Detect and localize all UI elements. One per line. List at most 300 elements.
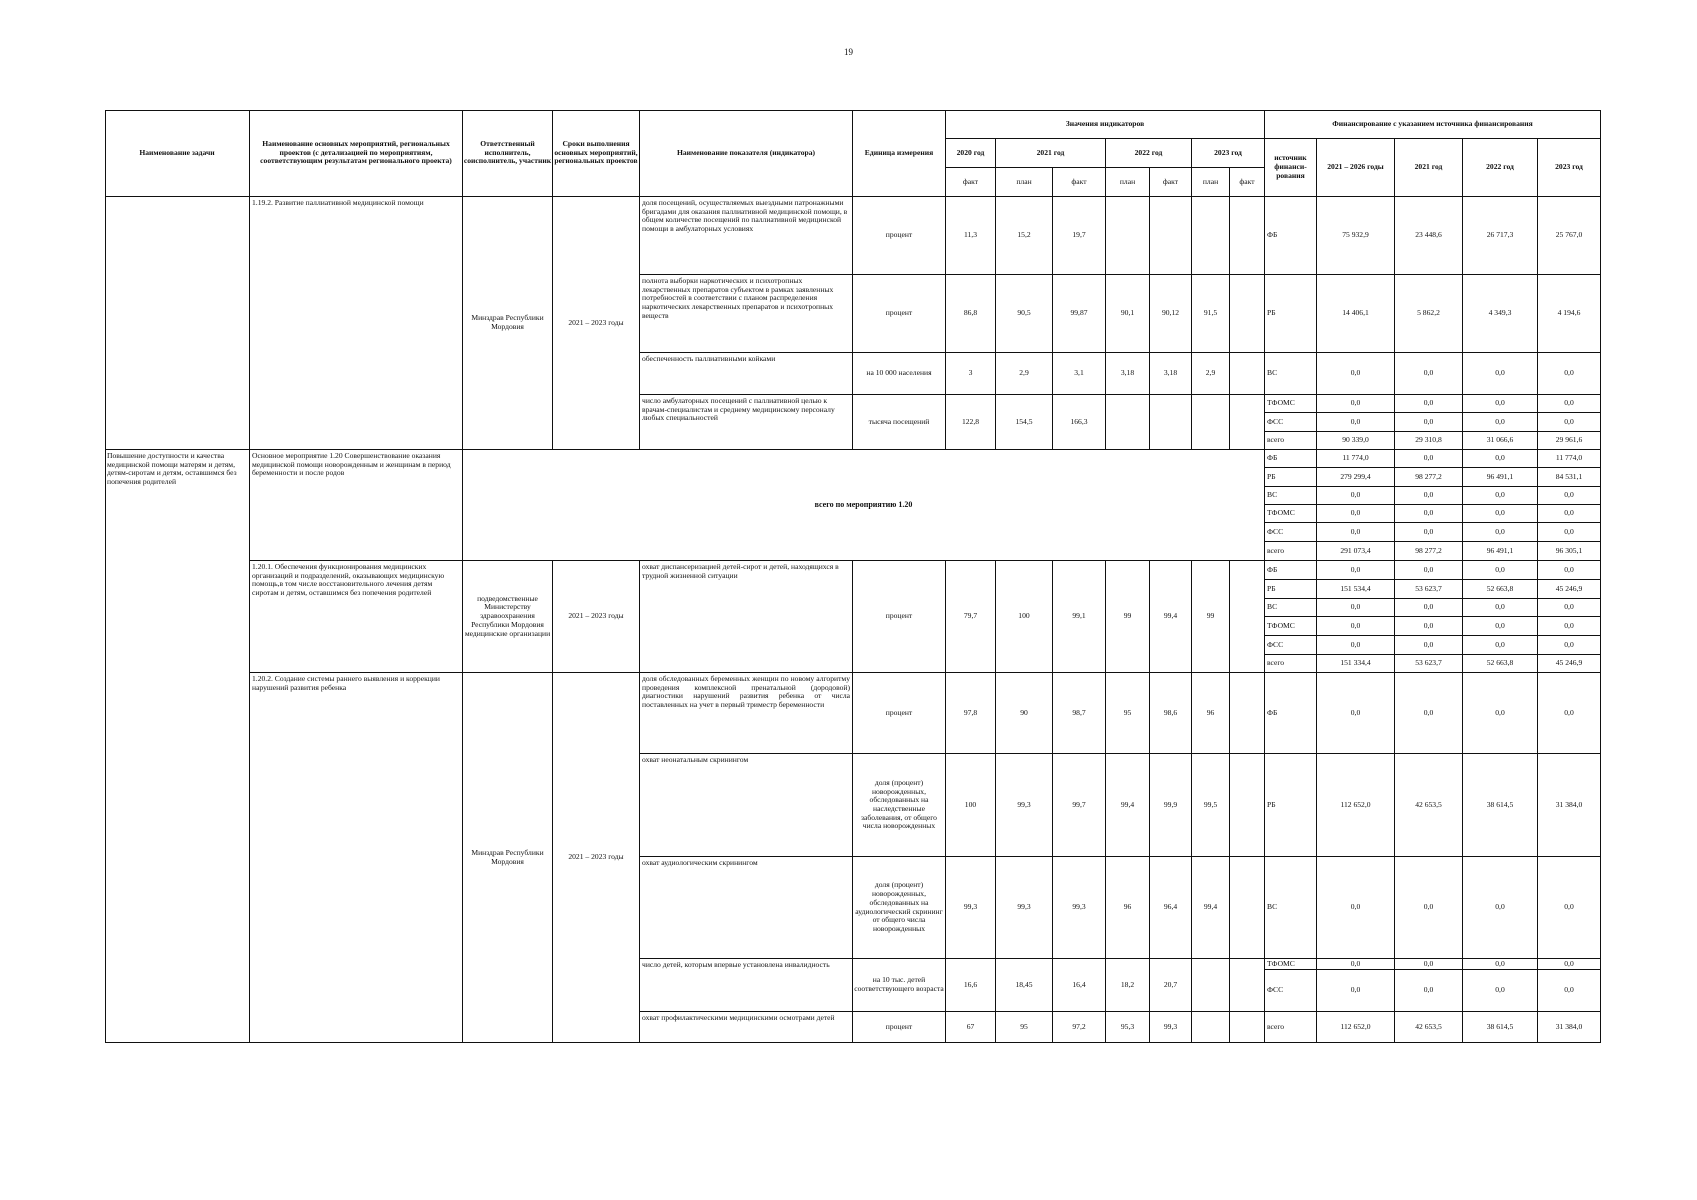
fin-2021 bbox=[1395, 636, 1463, 655]
cell-text: всего по мероприятию 1.20 bbox=[814, 500, 913, 510]
cell-text: факт bbox=[1071, 176, 1087, 186]
cell-text: 90 bbox=[1020, 707, 1028, 717]
indicator-value bbox=[1192, 754, 1230, 857]
fin-2022 bbox=[1463, 636, 1538, 655]
cell-text: 0,0 bbox=[1564, 639, 1574, 649]
cell-text: Минздрав Республики Мордовия bbox=[471, 847, 544, 866]
fin-2021 bbox=[1395, 432, 1463, 450]
fin-2022 bbox=[1463, 413, 1538, 432]
cell-text: 99 bbox=[1206, 611, 1215, 621]
cell-text: 95,3 bbox=[1120, 1021, 1135, 1031]
fin-2021 bbox=[1395, 970, 1463, 1012]
fin-2022 bbox=[1463, 1012, 1538, 1043]
header-fin-2021 bbox=[1395, 139, 1463, 197]
terms-1-19-2 bbox=[553, 197, 640, 450]
fin-total bbox=[1317, 970, 1395, 1012]
indicator-value bbox=[1106, 395, 1150, 450]
fin-source bbox=[1265, 487, 1317, 505]
indicator-value bbox=[946, 673, 996, 754]
fin-2021 bbox=[1395, 353, 1463, 395]
fin-2023 bbox=[1538, 655, 1601, 673]
cell-text: подведомственные Министерству здравоохранения Республики Мордовия медицинские организации bbox=[464, 593, 551, 638]
indicator-value bbox=[1192, 561, 1230, 673]
cell-text: 0,0 bbox=[1423, 639, 1434, 649]
cell-text: 3,18 bbox=[1163, 368, 1178, 378]
indicator-value bbox=[1192, 197, 1230, 275]
fin-2023 bbox=[1538, 673, 1601, 754]
cell-text: 122,8 bbox=[961, 416, 980, 426]
cell-text: 96 bbox=[1206, 707, 1215, 717]
activity-1-20-2 bbox=[250, 673, 463, 1043]
indicator-value bbox=[1053, 561, 1106, 673]
cell-text: ТФОМС bbox=[1267, 398, 1295, 408]
cell-text: РБ bbox=[1267, 799, 1276, 809]
cell-text: доля посещений, осуществляемых выездными патронажными бригадами для оказания паллиативной медицинской помощи, в общем количестве посещений по паллиативной медицинской помощи в амбулаторных условиях bbox=[642, 198, 848, 234]
cell-text: 19,7 bbox=[1072, 230, 1086, 240]
fin-total bbox=[1317, 395, 1395, 413]
cell-text: 0,0 bbox=[1564, 398, 1574, 408]
cell-text: 42 653,5 bbox=[1415, 1021, 1442, 1031]
header-2021 bbox=[996, 139, 1106, 168]
indicator-unit bbox=[853, 857, 946, 959]
indicator-value bbox=[1230, 1012, 1265, 1043]
fin-source bbox=[1265, 580, 1317, 599]
fin-2021 bbox=[1395, 599, 1463, 617]
fin-total bbox=[1317, 523, 1395, 542]
fin-2023 bbox=[1538, 468, 1601, 487]
fin-2021 bbox=[1395, 275, 1463, 353]
cell-text: охват профилактическими медицинскими осмотрами детей bbox=[642, 1013, 835, 1022]
cell-text: 112 652,0 bbox=[1340, 1021, 1371, 1031]
cell-text: план bbox=[1016, 176, 1032, 186]
fin-2021 bbox=[1395, 655, 1463, 673]
header-fact bbox=[946, 168, 996, 197]
cell-text: 99,7 bbox=[1072, 799, 1086, 809]
fin-total bbox=[1317, 413, 1395, 432]
cell-text: ТФОМС bbox=[1267, 620, 1295, 630]
cell-text: 52 663,8 bbox=[1486, 583, 1514, 593]
indicator-value bbox=[1192, 673, 1230, 754]
fin-source bbox=[1265, 542, 1317, 561]
fin-2023 bbox=[1538, 505, 1601, 523]
fin-2022 bbox=[1463, 353, 1538, 395]
cell-text: 11 774,0 bbox=[1555, 453, 1583, 463]
cell-text: 0,0 bbox=[1495, 368, 1505, 378]
fin-source bbox=[1265, 754, 1317, 857]
header-plan bbox=[1106, 168, 1150, 197]
cell-text: 95 bbox=[1020, 1021, 1028, 1031]
cell-text: 151 534,4 bbox=[1340, 583, 1371, 593]
cell-text: РБ bbox=[1267, 583, 1276, 593]
fin-2021 bbox=[1395, 754, 1463, 857]
indicator-value bbox=[1053, 353, 1106, 395]
fin-2021 bbox=[1395, 857, 1463, 959]
indicator-value bbox=[1192, 275, 1230, 353]
cell-text: 0,0 bbox=[1495, 959, 1505, 968]
fin-2023 bbox=[1538, 523, 1601, 542]
fin-source bbox=[1265, 857, 1317, 959]
cell-text: РБ bbox=[1267, 471, 1276, 481]
total-1-20 bbox=[463, 450, 1265, 561]
cell-text: на 10 000 населения bbox=[866, 368, 932, 378]
indicator-value bbox=[996, 275, 1053, 353]
cell-text: 3,18 bbox=[1120, 368, 1135, 378]
indicator-value bbox=[1106, 275, 1150, 353]
cell-text: полнота выборки наркотических и психотропных лекарственных препаратов субъектом в рамках заявленных потребностей в соответствии с планом распределения наркотических лекарственных препаратов и психотропных веществ bbox=[642, 276, 834, 320]
cell-text: 0,0 bbox=[1495, 526, 1505, 536]
cell-text: 86,8 bbox=[963, 308, 978, 318]
fin-source bbox=[1265, 636, 1317, 655]
cell-text: 38 614,5 bbox=[1486, 1021, 1514, 1031]
indicator-value bbox=[1150, 275, 1192, 353]
fin-2021 bbox=[1395, 673, 1463, 754]
fin-source bbox=[1265, 673, 1317, 754]
cell-text: 90,12 bbox=[1161, 308, 1180, 318]
cell-text: 0,0 bbox=[1495, 508, 1505, 518]
indicator-value bbox=[996, 857, 1053, 959]
fin-source bbox=[1265, 617, 1317, 636]
fin-2023 bbox=[1538, 970, 1601, 1012]
header-unit bbox=[853, 110, 946, 197]
cell-text: 0,0 bbox=[1495, 707, 1505, 717]
cell-text: 20,7 bbox=[1163, 979, 1178, 989]
table-bottom-rule bbox=[105, 1042, 1601, 1043]
fin-source bbox=[1265, 468, 1317, 487]
task-1-20 bbox=[105, 450, 250, 1043]
cell-text: 96 491,1 bbox=[1486, 471, 1514, 481]
cell-text: 0,0 bbox=[1423, 902, 1434, 912]
fin-total bbox=[1317, 197, 1395, 275]
cell-text: 0,0 bbox=[1350, 490, 1361, 500]
header-terms bbox=[553, 110, 640, 197]
header-plan bbox=[996, 168, 1053, 197]
cell-text: 0,0 bbox=[1495, 564, 1505, 574]
cell-text: всего bbox=[1267, 1021, 1285, 1031]
indicator-name bbox=[640, 673, 853, 754]
fin-source bbox=[1265, 413, 1317, 432]
cell-text: 0,0 bbox=[1495, 398, 1505, 408]
indicator-value bbox=[1230, 561, 1265, 673]
indicator-value bbox=[946, 561, 996, 673]
cell-text: 0,0 bbox=[1564, 526, 1574, 536]
fin-total bbox=[1317, 617, 1395, 636]
cell-text: 23 448,6 bbox=[1415, 230, 1442, 240]
cell-text: 96 305,1 bbox=[1555, 545, 1583, 555]
indicator-unit bbox=[853, 561, 946, 673]
indicator-value bbox=[1230, 959, 1265, 1012]
fin-total bbox=[1317, 542, 1395, 561]
indicator-value bbox=[946, 857, 996, 959]
indicator-value bbox=[1106, 754, 1150, 857]
indicator-value bbox=[996, 673, 1053, 754]
fin-2022 bbox=[1463, 754, 1538, 857]
cell-text: 0,0 bbox=[1495, 639, 1505, 649]
cell-text: 5 862,2 bbox=[1417, 308, 1440, 318]
indicator-unit bbox=[853, 1012, 946, 1043]
activity-1-19-2 bbox=[250, 197, 463, 450]
fin-source bbox=[1265, 523, 1317, 542]
cell-text: 99,3 bbox=[1017, 799, 1031, 809]
cell-text: всего bbox=[1267, 435, 1285, 445]
indicator-name bbox=[640, 857, 853, 959]
indicator-value bbox=[1106, 959, 1150, 1012]
cell-text: 79,7 bbox=[963, 611, 978, 621]
cell-text: 291 073,4 bbox=[1340, 545, 1371, 555]
fin-2023 bbox=[1538, 450, 1601, 468]
cell-text: 0,0 bbox=[1423, 620, 1434, 630]
fin-source bbox=[1265, 450, 1317, 468]
indicator-name bbox=[640, 353, 853, 395]
cell-text: 2021 – 2023 годы bbox=[568, 852, 624, 862]
header-indicator-values bbox=[946, 110, 1265, 139]
indicator-value bbox=[946, 754, 996, 857]
fin-2021 bbox=[1395, 468, 1463, 487]
cell-text: 0,0 bbox=[1495, 985, 1505, 995]
indicator-value bbox=[1150, 673, 1192, 754]
cell-text: 18,45 bbox=[1015, 979, 1033, 989]
fin-total bbox=[1317, 655, 1395, 673]
fin-2022 bbox=[1463, 523, 1538, 542]
fin-2023 bbox=[1538, 1012, 1601, 1043]
fin-source bbox=[1265, 970, 1317, 1012]
fin-source bbox=[1265, 197, 1317, 275]
indicator-value bbox=[1106, 353, 1150, 395]
cell-text: 0,0 bbox=[1564, 490, 1574, 500]
header-plan bbox=[1192, 168, 1230, 197]
header-fin-total bbox=[1317, 139, 1395, 197]
cell-text: 11,3 bbox=[963, 230, 977, 240]
cell-text: ФСС bbox=[1267, 526, 1284, 536]
header-task bbox=[105, 110, 250, 197]
cell-text: Наименование задачи bbox=[139, 147, 215, 157]
cell-text: 1.19.2. Развитие паллиативной медицинской помощи bbox=[252, 198, 424, 207]
indicator-value bbox=[1053, 197, 1106, 275]
fin-2021 bbox=[1395, 561, 1463, 580]
cell-text: 16,6 bbox=[963, 979, 978, 989]
cell-text: 0,0 bbox=[1564, 416, 1574, 426]
cell-text: 99,4 bbox=[1120, 799, 1135, 809]
cell-text: 53 623,7 bbox=[1415, 583, 1442, 593]
header-fact bbox=[1150, 168, 1192, 197]
cell-text: число амбулаторных посещений с паллиативной целью к врачам-специалистам и среднему медицинскому персоналу любых специальностей bbox=[642, 396, 835, 423]
cell-text: 1.20.2. Создание системы раннего выявления и коррекции нарушений развития ребенка bbox=[252, 674, 440, 692]
cell-text: 0,0 bbox=[1564, 368, 1574, 378]
fin-2022 bbox=[1463, 970, 1538, 1012]
cell-text: 0,0 bbox=[1423, 490, 1434, 500]
fin-total bbox=[1317, 857, 1395, 959]
fin-2022 bbox=[1463, 542, 1538, 561]
indicator-name bbox=[640, 395, 853, 450]
cell-text: 45 246,9 bbox=[1555, 658, 1583, 668]
cell-text: 279 299,4 bbox=[1340, 471, 1371, 481]
cell-text: на 10 тыс. детей соответствующего возраста bbox=[854, 975, 944, 993]
indicator-unit bbox=[853, 395, 946, 450]
cell-text: 1.20.1. Обеспечения функционирования медицинских организаций и подразделений, оказывающих медицинскую помощь,в том числе восстановительного лечения детям сиротам и детям, оставшимся без попечения родителей bbox=[252, 562, 445, 598]
fin-2022 bbox=[1463, 617, 1538, 636]
cell-text: план bbox=[1119, 176, 1136, 186]
cell-text: 2,9 bbox=[1019, 368, 1029, 378]
cell-text: 11 774,0 bbox=[1342, 453, 1369, 463]
indicator-value bbox=[946, 197, 996, 275]
indicator-value bbox=[1053, 673, 1106, 754]
fin-2023 bbox=[1538, 542, 1601, 561]
cell-text: ТФОМС bbox=[1267, 508, 1295, 518]
indicator-unit bbox=[853, 197, 946, 275]
cell-text: Основное мероприятие 1.20 Совершенствование оказания медицинской помощи новорожденным и женщинам в период беременности и после родов bbox=[252, 451, 451, 478]
cell-text: 99,87 bbox=[1070, 308, 1088, 318]
fin-2023 bbox=[1538, 857, 1601, 959]
fin-source bbox=[1265, 655, 1317, 673]
cell-text: 98,6 bbox=[1163, 707, 1178, 717]
cell-text: 31 066,6 bbox=[1486, 435, 1514, 445]
cell-text: 45 246,9 bbox=[1555, 583, 1583, 593]
fin-2021 bbox=[1395, 413, 1463, 432]
cell-text: 151 334,4 bbox=[1340, 658, 1371, 668]
cell-text: число детей, которым впервые установлена инвалидность bbox=[642, 960, 830, 969]
indicator-unit bbox=[853, 754, 946, 857]
indicator-value bbox=[1192, 353, 1230, 395]
indicator-value bbox=[1053, 1012, 1106, 1043]
fin-2021 bbox=[1395, 617, 1463, 636]
cell-text: ВС bbox=[1267, 902, 1278, 912]
cell-text: Наименование основных мероприятий, региональных проектов (с детализацией по мероприятиям, соответствующим результатам регионального проекта) bbox=[260, 138, 452, 166]
cell-text: ФСС bbox=[1267, 985, 1284, 995]
cell-text: 0,0 bbox=[1423, 564, 1434, 574]
cell-text: 112 652,0 bbox=[1340, 799, 1371, 809]
cell-text: 99,1 bbox=[1072, 611, 1086, 621]
fin-2023 bbox=[1538, 197, 1601, 275]
cell-text: 0,0 bbox=[1564, 564, 1574, 574]
fin-2021 bbox=[1395, 450, 1463, 468]
cell-text: всего bbox=[1267, 658, 1285, 668]
cell-text: ВС bbox=[1267, 368, 1278, 378]
cell-text: 90,1 bbox=[1120, 308, 1135, 318]
fin-total bbox=[1317, 1012, 1395, 1043]
indicator-value bbox=[1106, 197, 1150, 275]
fin-2021 bbox=[1395, 505, 1463, 523]
cell-text: 0,0 bbox=[1350, 368, 1361, 378]
terms-1-20-2 bbox=[553, 673, 640, 1043]
fin-total bbox=[1317, 353, 1395, 395]
header-2022 bbox=[1106, 139, 1192, 168]
fin-2021 bbox=[1395, 959, 1463, 970]
fin-2023 bbox=[1538, 617, 1601, 636]
cell-text: всего bbox=[1267, 545, 1285, 555]
cell-text: 0,0 bbox=[1350, 985, 1361, 995]
cell-text: 18,2 bbox=[1120, 979, 1135, 989]
cell-text: ВС bbox=[1267, 602, 1278, 612]
fin-2022 bbox=[1463, 505, 1538, 523]
cell-text: 31 384,0 bbox=[1555, 799, 1583, 809]
indicator-unit bbox=[853, 673, 946, 754]
indicator-value bbox=[996, 959, 1053, 1012]
cell-text: Наименование показателя (индикатора) bbox=[676, 147, 816, 157]
cell-text: Финансирование с указанием источника финансирования bbox=[1332, 118, 1533, 128]
cell-text: 75 932,9 bbox=[1342, 230, 1369, 240]
program-table bbox=[105, 110, 1601, 1043]
fin-source bbox=[1265, 959, 1317, 970]
indicator-value bbox=[1230, 395, 1265, 450]
cell-text: 0,0 bbox=[1423, 508, 1434, 518]
cell-text: источник финанси-рования bbox=[1274, 153, 1307, 180]
fin-source bbox=[1265, 353, 1317, 395]
cell-text: план bbox=[1202, 176, 1219, 186]
cell-text: 0,0 bbox=[1423, 416, 1434, 426]
indicator-value bbox=[1230, 275, 1265, 353]
cell-text: 96 bbox=[1123, 902, 1132, 912]
cell-text: ФБ bbox=[1267, 230, 1278, 240]
fin-2022 bbox=[1463, 487, 1538, 505]
cell-text: 53 623,7 bbox=[1415, 658, 1442, 668]
cell-text: 29 961,6 bbox=[1555, 435, 1583, 445]
cell-text: доля (процент) новорожденных, обследованных на аудиологический скрининг от общего числа новорожденных bbox=[855, 880, 943, 933]
cell-text: 2022 год bbox=[1486, 162, 1514, 172]
fin-2022 bbox=[1463, 561, 1538, 580]
indicator-value bbox=[1053, 275, 1106, 353]
header-indicator bbox=[640, 110, 853, 197]
cell-text: 42 653,5 bbox=[1415, 799, 1442, 809]
cell-text: 2021 – 2023 годы bbox=[568, 317, 624, 327]
cell-text: 15,2 bbox=[1017, 230, 1031, 240]
cell-text: охват неонатальным скринингом bbox=[642, 755, 749, 764]
indicator-name bbox=[640, 754, 853, 857]
cell-text: 29 310,8 bbox=[1415, 435, 1442, 445]
cell-text: 99,9 bbox=[1163, 799, 1178, 809]
cell-text: ФБ bbox=[1267, 564, 1278, 574]
cell-text: 2021 – 2026 годы bbox=[1327, 162, 1384, 172]
header-fact bbox=[1053, 168, 1106, 197]
indicator-name bbox=[640, 275, 853, 353]
header-fact bbox=[1230, 168, 1265, 197]
fin-2023 bbox=[1538, 275, 1601, 353]
indicator-value bbox=[1192, 1012, 1230, 1043]
indicator-name bbox=[640, 959, 853, 1012]
cell-text: 0,0 bbox=[1350, 959, 1361, 968]
cell-text: 0,0 bbox=[1495, 416, 1505, 426]
cell-text: 99,4 bbox=[1203, 902, 1218, 912]
fin-2021 bbox=[1395, 580, 1463, 599]
fin-2022 bbox=[1463, 395, 1538, 413]
indicator-value bbox=[946, 1012, 996, 1043]
indicator-value bbox=[1150, 857, 1192, 959]
cell-text: 96,4 bbox=[1163, 902, 1178, 912]
activity-1-20 bbox=[250, 450, 463, 561]
cell-text: 0,0 bbox=[1495, 602, 1505, 612]
cell-text: процент bbox=[885, 230, 913, 240]
fin-source bbox=[1265, 561, 1317, 580]
cell-text: 2022 год bbox=[1134, 147, 1163, 157]
cell-text: 2023 год bbox=[1214, 147, 1242, 157]
indicator-value bbox=[1150, 395, 1192, 450]
cell-text: 166,3 bbox=[1070, 416, 1088, 426]
fin-2022 bbox=[1463, 197, 1538, 275]
fin-2022 bbox=[1463, 959, 1538, 970]
cell-text: ФБ bbox=[1267, 707, 1278, 717]
cell-text: 0,0 bbox=[1564, 620, 1574, 630]
cell-text: 99,4 bbox=[1163, 611, 1178, 621]
indicator-value bbox=[1230, 673, 1265, 754]
cell-text: 154,5 bbox=[1015, 416, 1033, 426]
cell-text: 16,4 bbox=[1072, 979, 1086, 989]
indicator-name bbox=[640, 197, 853, 275]
fin-source bbox=[1265, 1012, 1317, 1043]
fin-2023 bbox=[1538, 599, 1601, 617]
cell-text: Минздрав Республики Мордовия bbox=[471, 313, 544, 331]
indicator-value bbox=[996, 353, 1053, 395]
cell-text: 96 491,1 bbox=[1486, 545, 1514, 555]
cell-text: 90 339,0 bbox=[1342, 435, 1369, 445]
fin-source bbox=[1265, 599, 1317, 617]
